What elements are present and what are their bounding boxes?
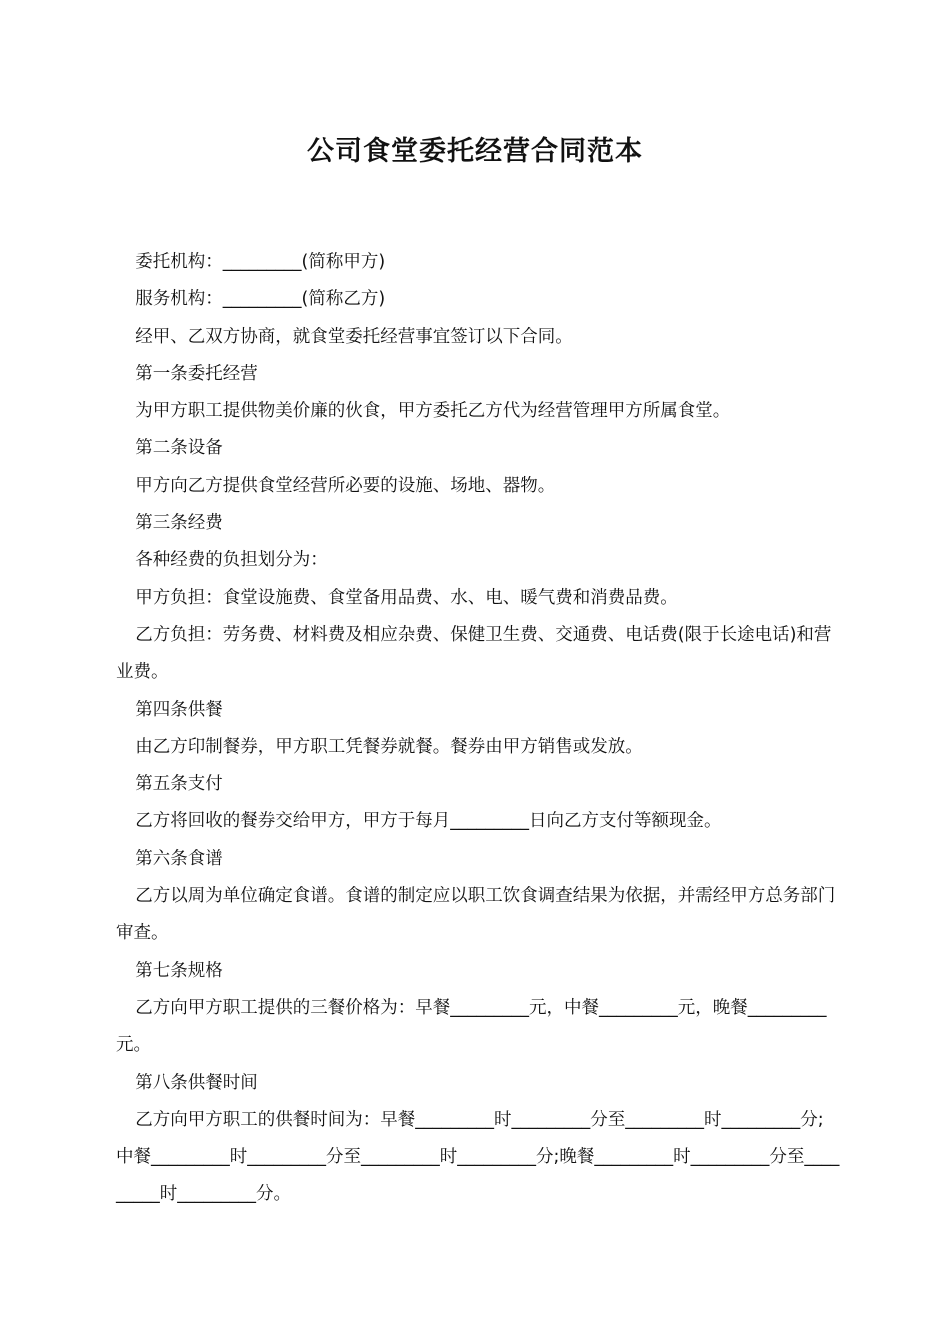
article-1-text: 为甲方职工提供物美价廉的伙食，甲方委托乙方代为经营管理甲方所属食堂。: [135, 401, 731, 422]
article-3-party-a: 甲方负担：食堂设施费、食堂备用品费、水、电、暖气费和消费品费。: [135, 587, 678, 608]
article-4-text: 由乙方印制餐券，甲方职工凭餐券就餐。餐券由甲方销售或发放。: [135, 736, 643, 757]
article-7-heading: 第七条规格: [135, 960, 223, 981]
article-2-text: 甲方向乙方提供食堂经营所必要的设施、场地、器物。: [135, 475, 556, 496]
article-4-heading: 第四条供餐: [135, 699, 223, 720]
article-3-text: 各种经费的负担划分为：: [135, 550, 328, 571]
article-3-party-b: 乙方负担：劳务费、材料费及相应杂费、保健卫生费、交通费、电话费(限于长途电话)和营业费。: [116, 624, 832, 683]
article-2-heading: 第二条设备: [135, 438, 223, 459]
article-1-heading: 第一条委托经营: [135, 363, 258, 384]
document-title: 公司食堂委托经营合同范本: [307, 136, 643, 167]
document-body: [116, 244, 840, 1214]
article-3-heading: 第三条经费: [135, 513, 223, 534]
preamble: 经甲、乙双方协商，就食堂委托经营事宜签订以下合同。: [135, 326, 573, 347]
article-6-text: 乙方以周为单位确定食谱。食谱的制定应以职工饮食调查结果为依据，并需经甲方总务部门审查。: [116, 886, 836, 944]
party-b-line: 服务机构：_________(简称乙方): [135, 289, 386, 310]
party-a-line: 委托机构：_________(简称甲方): [135, 252, 386, 272]
article-8-text: 乙方向甲方职工的供餐时间为：早餐_________时_________分至_________时_________分;中餐_________时_________分至_________时_________分;晚餐_________时_________分至_________时_________分。: [116, 1109, 840, 1205]
article-6-heading: 第六条食谱: [135, 848, 223, 869]
article-7-text: 乙方向甲方职工提供的三餐价格为：早餐_________元，中餐_________元，晚餐_________元。: [116, 997, 827, 1056]
article-5-heading: 第五条支付: [135, 774, 223, 795]
article-5-text: 乙方将回收的餐券交给甲方，甲方于每月_________日向乙方支付等额现金。: [135, 811, 722, 832]
article-8-heading: 第八条供餐时间: [135, 1072, 258, 1093]
